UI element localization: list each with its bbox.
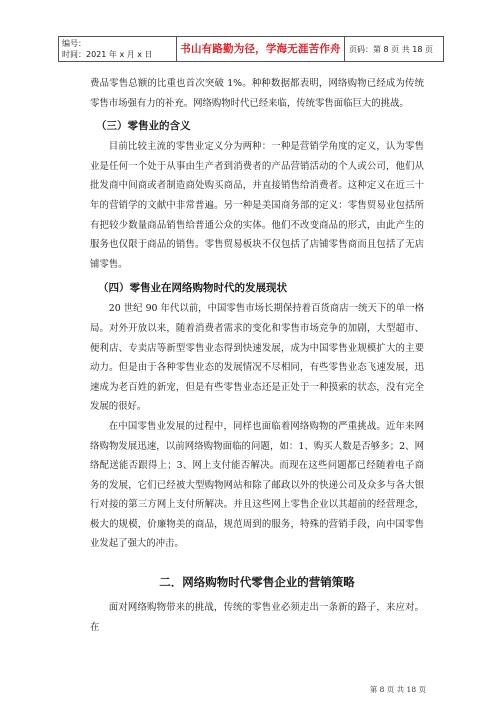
page-header bbox=[58, 36, 444, 62]
header-meta bbox=[59, 37, 177, 61]
paragraph-status-1: 20 世纪 90 年代以前，中国零售市场长期保持着百货商店一统天下的单一格局。对外开放以来，随着消费者需求的变化和零售市场竞争的加剧，大型超市、便利店、专卖店等新型零售业态得到快速发展，成为中国零售业规模扩大的主要动力。但是由于各种零售业态的发展情况不尽相同，有些零售业态飞速发展，迅速成为老百姓的新宠，但是有些零售业态还是正处于一种摸索的状态，没有完全发展的很好。 bbox=[90, 303, 424, 413]
paragraph-status-2: 在中国零售业发展的过程中，同样也面临着网络购物的严重挑战。近年来网络购物发展迅速，以前网络购物面临的问题，如：1、购买人数是否够多；2、网络配送能否跟得上；3、网上支付能否解决。而现在这些问题都已经随着电子商务的发展，它们已经被大型购物网站和除了邮政以外的快递公司及众多与各大银行对接的第三方网上支付所解决。并且这些网上零售企业以其超前的经营理念，极大的规模，价廉物美的商品，规范周到的服务，特殊的营销手段，向中国零售业发起了强大的冲击。 bbox=[90, 420, 424, 550]
document-body bbox=[90, 74, 424, 637]
doc-number: 编号： bbox=[62, 39, 86, 48]
paragraph-strategy-intro: 面对网络购物带来的挑战，传统的零售业必须走出一条新的路子，来应对。在 bbox=[90, 602, 424, 633]
paragraph-intro: 费品零售总额的比重也首次突破 1%。种种数据都表明，网络购物已经成为传统零售市场强有力的补充。网络购物时代已经来临，传统零售面临巨大的挑战。 bbox=[90, 78, 424, 109]
paragraph-retail-definition: 目前比较主流的零售业定义分为两种：一种是营销学角度的定义，认为零售业是任何一个处于从事由生产者到消费者的产品营销活动的个人或公司，他们从批发商中间商或者制造商处购买商品，并直接销售给消费者。这种定义在近三十年的营销学的文献中非常普遍。另一种是美国商务部的定义：零售贸易业包括所有把较少数量商品销售给普通公众的实体。他们不改变商品的形式，由此产生的服务也仅限于商品的销售。零售贸易板块不仅包括了店铺零售商而且包括了无店铺零售。 bbox=[90, 141, 424, 270]
page-footer: 第 8 页 共 18 页 bbox=[369, 685, 426, 694]
section-heading-retail-status: （四）零售业在网络购物时代的发展现状 bbox=[98, 282, 287, 295]
section-heading-retail-definition: （三）零售业的含义 bbox=[96, 120, 191, 133]
doc-date: 时间：2021 年 x 月 x 日 bbox=[62, 50, 153, 59]
header-page-info: 页码：第 8 页 共 18 页 bbox=[349, 44, 433, 54]
header-motto: 书山有路勤为径，学海无涯苦作舟 bbox=[177, 37, 345, 61]
chapter-heading-marketing-strategy: 二．网络购物时代零售企业的营销策略 bbox=[159, 575, 355, 590]
